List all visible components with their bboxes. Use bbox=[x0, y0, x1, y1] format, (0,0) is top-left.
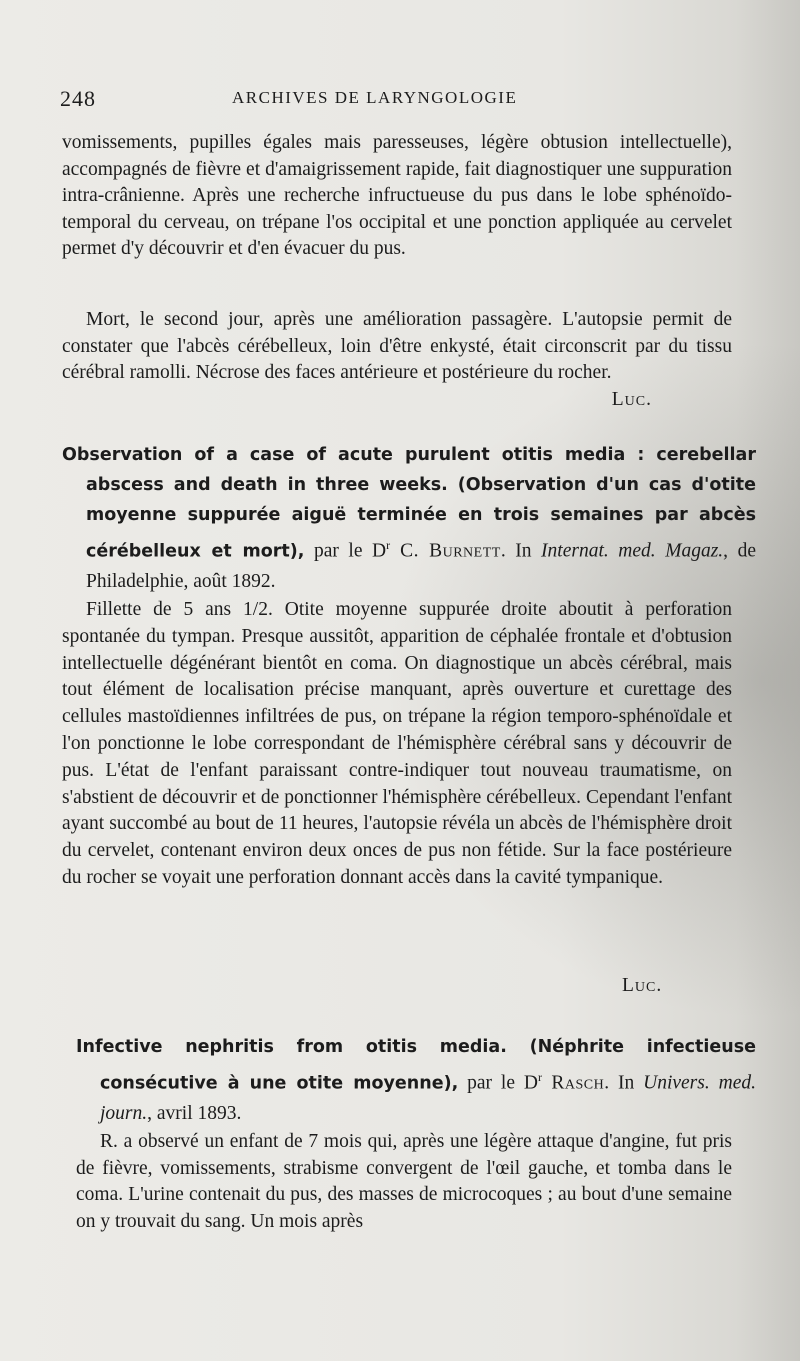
entry-author: Rasch bbox=[541, 1072, 605, 1094]
entry-title: Infective nephritis from otitis media. (Néphrite infectieuse consécutive à une otite moyenne), bbox=[76, 1037, 756, 1094]
entry-place-date: , avril 1893. bbox=[147, 1102, 242, 1124]
entry-par: par le D bbox=[304, 540, 387, 562]
entry-author: C. Burnett bbox=[390, 540, 501, 562]
paragraph-outcome bbox=[62, 307, 732, 413]
page-header bbox=[60, 86, 730, 116]
entry-journal: Internat. med. Magaz. bbox=[541, 540, 724, 562]
bibliographic-entry-burnett bbox=[62, 440, 756, 597]
author-signature: Luc. bbox=[611, 388, 652, 410]
bibliographic-entry-rasch bbox=[76, 1032, 756, 1129]
paragraph-case-report: Fillette de 5 ans 1/2. Otite moyenne suppurée droite aboutit à perforation spontanée du tympan. Presque aussitôt, apparition de céphalée frontale et d'obtusion intellectuelle dégénérant bientôt en coma. On diagnostique un abcès cérébral, mais tout élément de localisation précise manquant, après ouverture et curettage des cellules mastoïdiennes infiltrées de pus, on trépane la région temporo-sphénoïdale et l'on ponctionne le lobe correspondant de l'hémisphère cérébral sans y découvrir de pus. L'état de l'enfant paraissant contre-indiquer tout nouveau traumatisme, on s'abstient de découvrir et de ponctionner l'hémisphère cérébelleux. Cependant l'enfant ayant succombé au bout de 11 heures, l'autopsie révéla un abcès de l'hémisphère droit du cervelet, contenant environ deux onces de pus non fétide. Sur la face postérieure du rocher se voyait une perforation donnant accès dans la cavité tympanique. bbox=[62, 599, 732, 888]
author-signature: Luc. bbox=[622, 975, 663, 996]
entry-doctor-sup: r bbox=[537, 1070, 542, 1084]
paragraph-continuation: vomissements, pupilles égales mais paresseuses, légère obtusion intellectuelle), accompagnés de fièvre et d'amaigrissement rapide, fait diagnostiquer une suppuration intra-crânienne. Après une recherche infructueuse du pus dans le lobe sphénoïdo-temporal du cerveau, on trépane l'os occipital et une ponction appliquée au cervelet permet d'y découvrir et d'en évacuer du pus. bbox=[62, 132, 732, 259]
entry-in: . In bbox=[500, 540, 542, 562]
entry-par: par le D bbox=[458, 1072, 538, 1094]
entry-title: Observation of a case of acute purulent otitis media : cerebellar abscess and death in three weeks. (Observation d'un cas d'otite moyenne suppurée aiguë terminée en trois semaines par abcès cérébelleux et mort), bbox=[62, 445, 756, 562]
paragraph-case-observation: R. a observé un enfant de 7 mois qui, après une légère attaque d'angine, fut pris de fièvre, vomissements, strabisme convergent de l'œil gauche, et tomba dans le coma. L'urine contenait du pus, des masses de microcoques ; au bout d'une semaine on y trouvait du sang. Un mois après bbox=[76, 1131, 732, 1232]
running-title: ARCHIVES DE LARYNGOLOGIE bbox=[232, 88, 518, 107]
entry-place-date: , de Philadelphie, août 1892. bbox=[86, 540, 756, 592]
entry-doctor-sup: r bbox=[386, 538, 391, 552]
entry-journal: Univers. med. journ. bbox=[100, 1072, 756, 1124]
page-number: 248 bbox=[60, 86, 96, 111]
paragraph-outcome-text: Mort, le second jour, après une amélioration passagère. L'autopsie permit de constater que l'abcès cérébelleux, loin d'être enkysté, était circonscrit par du tissu cérébral ramolli. Nécrose des faces antérieure et postérieure du rocher. bbox=[62, 309, 732, 383]
entry-in: . In bbox=[604, 1072, 644, 1094]
